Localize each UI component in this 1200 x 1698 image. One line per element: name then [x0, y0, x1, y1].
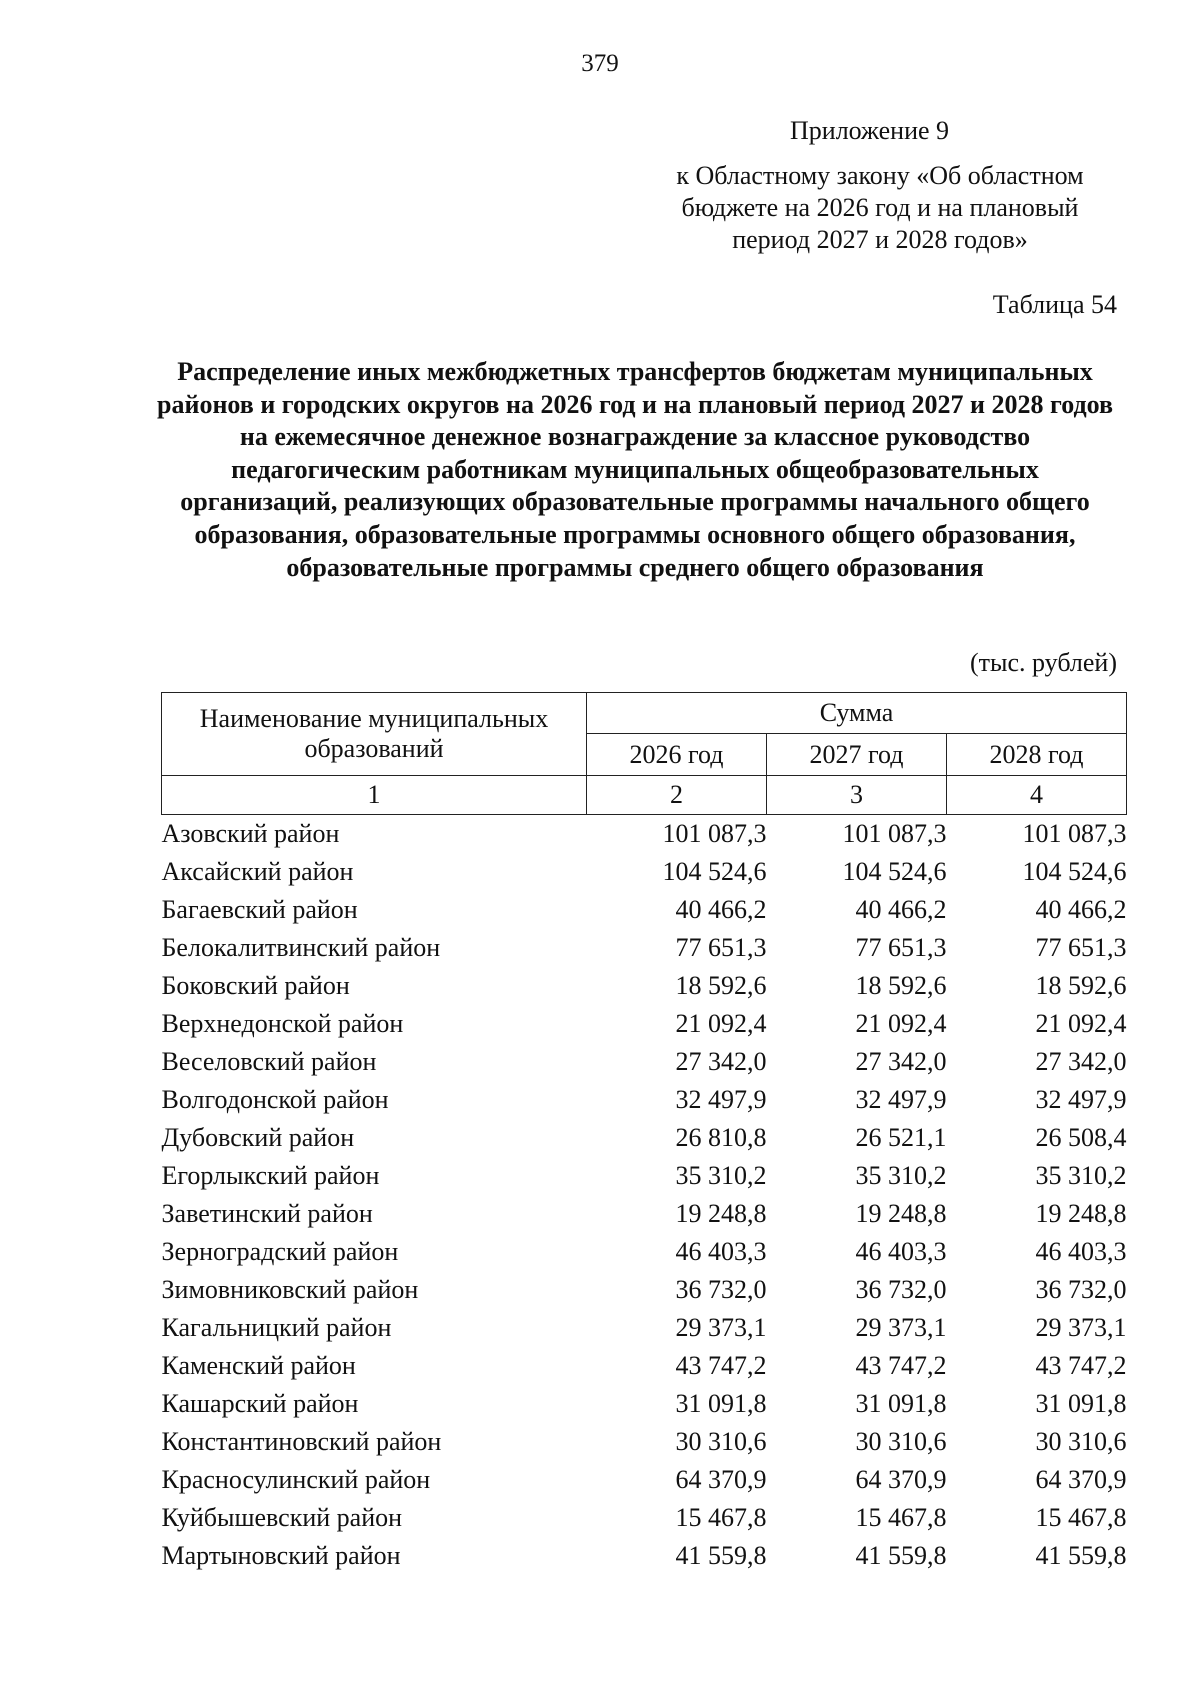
amount-2027: 30 310,6: [855, 1427, 947, 1456]
column-number-2: 2: [587, 776, 767, 815]
table-row: [162, 1271, 1127, 1309]
amount-2026: 41 559,8: [675, 1541, 767, 1570]
amount-2026: 64 370,9: [675, 1465, 767, 1494]
amount-2028: 29 373,1: [1035, 1313, 1127, 1342]
appendix-label: Приложение 9: [790, 116, 950, 145]
municipality-name: Мартыновский район: [161, 1541, 401, 1570]
table-row: [162, 967, 1127, 1005]
header-year-2028: 2028 год: [947, 734, 1127, 776]
transfers-table: [161, 692, 1127, 1575]
municipality-name: Константиновский район: [161, 1427, 442, 1456]
table-row: [162, 1461, 1127, 1499]
amount-2028: 30 310,6: [1035, 1427, 1127, 1456]
amount-2026: 104 524,6: [662, 857, 767, 886]
municipality-name: Красносулинский район: [161, 1465, 431, 1494]
amount-2027: 26 521,1: [855, 1123, 947, 1152]
amount-2028: 32 497,9: [1035, 1085, 1127, 1114]
page-number: 379: [581, 50, 619, 77]
municipality-name: Аксайский район: [161, 857, 354, 886]
column-number-3: 3: [767, 776, 947, 815]
table-row: [162, 1119, 1127, 1157]
amount-2028: 104 524,6: [1022, 857, 1127, 886]
column-number-1: 1: [162, 776, 587, 815]
amount-2028: 40 466,2: [1035, 895, 1127, 924]
amount-2027: 40 466,2: [855, 895, 947, 924]
amount-2027: 15 467,8: [855, 1503, 947, 1532]
document-title: Распределение иных межбюджетных трансфертов бюджетам муниципальных районов и городских округов на 2026 год и на плановый период 2027 и 2028 годов на ежемесячное денежное вознаграждение за классное руководство педагогическим работникам муниципальных общеобразовательных организаций, реализующих образовательные программы начального общего образования, образовательные программы основного общего образования, образовательные программы среднего общего образования: [157, 357, 1113, 582]
amount-2027: 32 497,9: [855, 1085, 947, 1114]
amount-2026: 46 403,3: [675, 1237, 767, 1266]
municipality-name: Каменский район: [161, 1351, 356, 1380]
amount-2028: 27 342,0: [1035, 1047, 1127, 1076]
amount-2026: 31 091,8: [675, 1389, 767, 1418]
table-row: [162, 1005, 1127, 1043]
amount-2027: 36 732,0: [855, 1275, 947, 1304]
municipality-name: Боковский район: [161, 971, 350, 1000]
table-row: [162, 1499, 1127, 1537]
municipality-name: Зимовниковский район: [161, 1275, 419, 1304]
amount-2026: 36 732,0: [675, 1275, 767, 1304]
amount-2026: 30 310,6: [675, 1427, 767, 1456]
amount-2026: 26 810,8: [675, 1123, 767, 1152]
table-row: [162, 929, 1127, 967]
municipality-name: Кагальницкий район: [161, 1313, 392, 1342]
amount-2026: 43 747,2: [675, 1351, 767, 1380]
amount-2026: 40 466,2: [675, 895, 767, 924]
column-number-4: 4: [947, 776, 1127, 815]
amount-2027: 104 524,6: [842, 857, 947, 886]
table-row: [162, 1195, 1127, 1233]
amount-2026: 27 342,0: [675, 1047, 767, 1076]
amount-2027: 19 248,8: [855, 1199, 947, 1228]
amount-2027: 18 592,6: [855, 971, 947, 1000]
municipality-name: Заветинский район: [161, 1199, 373, 1228]
header-year-2027: 2027 год: [767, 734, 947, 776]
table-row: [162, 1423, 1127, 1461]
municipality-name: Верхнедонской район: [161, 1009, 404, 1038]
amount-2028: 101 087,3: [1022, 819, 1127, 848]
table-row: [162, 1043, 1127, 1081]
table-row: [162, 1347, 1127, 1385]
municipality-name: Дубовский район: [161, 1123, 355, 1152]
amount-2027: 77 651,3: [855, 933, 947, 962]
amount-2027: 46 403,3: [855, 1237, 947, 1266]
amount-2028: 21 092,4: [1035, 1009, 1127, 1038]
municipality-name: Волгодонской район: [161, 1085, 389, 1114]
amount-2026: 29 373,1: [675, 1313, 767, 1342]
table-row: [162, 1309, 1127, 1347]
header-municipality: Наименование муниципальных образований: [162, 693, 587, 776]
amount-2027: 29 373,1: [855, 1313, 947, 1342]
amount-2027: 41 559,8: [855, 1541, 947, 1570]
amount-2027: 27 342,0: [855, 1047, 947, 1076]
amount-2027: 64 370,9: [855, 1465, 947, 1494]
amount-2026: 77 651,3: [675, 933, 767, 962]
amount-2028: 35 310,2: [1035, 1161, 1127, 1190]
amount-2026: 35 310,2: [675, 1161, 767, 1190]
amount-2028: 31 091,8: [1035, 1389, 1127, 1418]
amount-2028: 46 403,3: [1035, 1237, 1127, 1266]
table-row: [162, 1537, 1127, 1575]
amount-2026: 32 497,9: [675, 1085, 767, 1114]
amount-2028: 15 467,8: [1035, 1503, 1127, 1532]
table-row: [162, 1081, 1127, 1119]
amount-2026: 101 087,3: [662, 819, 767, 848]
amount-2028: 41 559,8: [1035, 1541, 1127, 1570]
municipality-name: Зерноградский район: [161, 1237, 399, 1266]
table-row: [162, 1233, 1127, 1271]
amount-2026: 21 092,4: [675, 1009, 767, 1038]
amount-2026: 15 467,8: [675, 1503, 767, 1532]
municipality-name: Куйбышевский район: [161, 1503, 403, 1532]
amount-2027: 35 310,2: [855, 1161, 947, 1190]
amount-2027: 43 747,2: [855, 1351, 947, 1380]
table-row: [162, 815, 1127, 854]
header-year-2026: 2026 год: [587, 734, 767, 776]
table-row: [162, 1157, 1127, 1195]
table-row: [162, 853, 1127, 891]
amount-2027: 101 087,3: [842, 819, 947, 848]
amount-2028: 43 747,2: [1035, 1351, 1127, 1380]
amount-2027: 21 092,4: [855, 1009, 947, 1038]
amount-2026: 18 592,6: [675, 971, 767, 1000]
amount-2028: 26 508,4: [1035, 1123, 1127, 1152]
amount-2026: 19 248,8: [675, 1199, 767, 1228]
municipality-name: Азовский район: [161, 819, 340, 848]
amount-2028: 19 248,8: [1035, 1199, 1127, 1228]
amount-2028: 64 370,9: [1035, 1465, 1127, 1494]
amount-2028: 36 732,0: [1035, 1275, 1127, 1304]
table-row: [162, 891, 1127, 929]
table-row: [162, 1385, 1127, 1423]
municipality-name: Егорлыкский район: [161, 1161, 380, 1190]
amount-2027: 31 091,8: [855, 1389, 947, 1418]
amount-2028: 77 651,3: [1035, 933, 1127, 962]
municipality-name: Белокалитвинский район: [161, 933, 441, 962]
law-reference: к Областному закону «Об областном бюджете на 2026 год и на плановый период 2027 и 2028 годов»: [676, 161, 1084, 254]
municipality-name: Веселовский район: [161, 1047, 377, 1076]
municipality-name: Багаевский район: [161, 895, 358, 924]
units-note: (тыс. рублей): [969, 648, 1117, 677]
amount-2028: 18 592,6: [1035, 971, 1127, 1000]
table-number: Таблица 54: [992, 290, 1117, 319]
header-sum: Сумма: [587, 693, 1127, 734]
municipality-name: Кашарский район: [161, 1389, 359, 1418]
